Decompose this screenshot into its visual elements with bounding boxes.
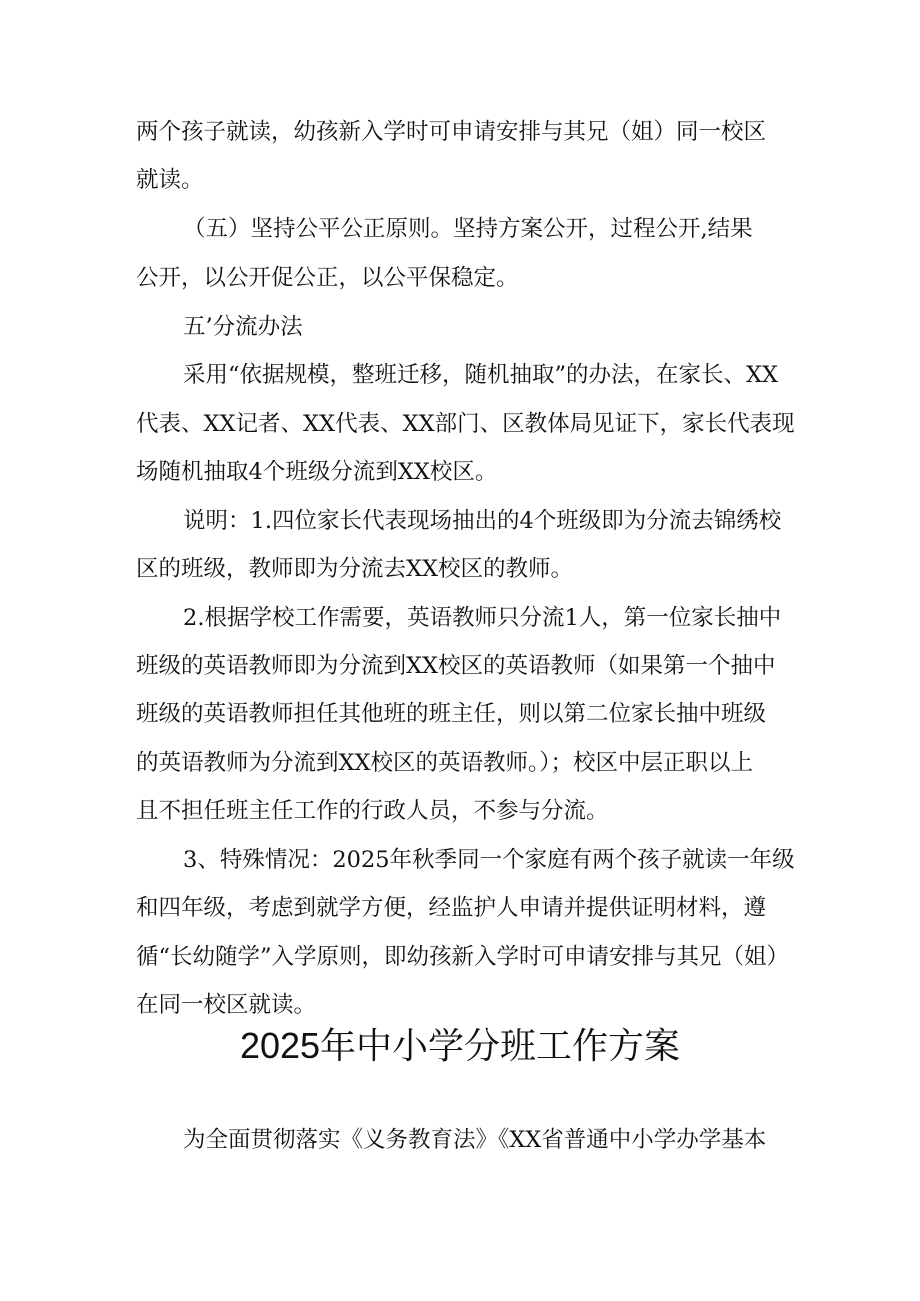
body-line: 且不担任班主任工作的行政人员，不参与分流。 bbox=[136, 798, 609, 824]
body-line: 2.根据学校工作需要，英语教师只分流1人，第一位家长抽中 bbox=[183, 605, 782, 631]
body-line: 和四年级，考虑到就学方便，经监护人申请并提供证明材料，遵 bbox=[136, 895, 767, 921]
body-line: 区的班级，教师即为分流去XX校区的教师。 bbox=[136, 556, 574, 582]
body-line: 采用“依据规模，整班迁移，随机抽取”的办法，在家长、XX bbox=[183, 362, 779, 388]
section-heading: 五’分流办法 bbox=[183, 314, 303, 340]
body-line: （五）坚持公平公正原则。坚持方案公开，过程公开,结果 bbox=[183, 216, 753, 242]
document-title: 2025年中小学分班工作方案 bbox=[239, 1025, 681, 1066]
body-line: 班级的英语教师即为分流到XX校区的英语教师（如果第一个抽中 bbox=[136, 653, 776, 679]
body-line: 3、特殊情况：2025年秋季同一个家庭有两个孩子就读一年级 bbox=[183, 847, 795, 873]
body-line: 代表、XX记者、XX代表、XX部门、区教体局见证下，家长代表现 bbox=[136, 411, 795, 437]
body-line: 班级的英语教师担任其他班的班主任，则以第二位家长抽中班级 bbox=[136, 701, 767, 727]
body-line: 在同一校区就读。 bbox=[136, 992, 317, 1018]
body-line: 场随机抽取4个班级分流到XX校区。 bbox=[136, 459, 498, 485]
body-line: 两个孩子就读，幼孩新入学时可申请安排与其兄（姐）同一校区 bbox=[136, 119, 767, 145]
body-line: 的英语教师为分流到XX校区的英语教师。）；校区中层正职以上 bbox=[136, 750, 754, 776]
intro-line: 为全面贯彻落实《义务教育法》《XX省普通中小学办学基本 bbox=[183, 1127, 767, 1153]
body-line: 就读。 bbox=[136, 167, 204, 193]
body-line: 循“长幼随学”入学原则，即幼孩新入学时可申请安排与其兄（姐） bbox=[136, 944, 790, 970]
body-line: 公开，以公开促公正，以公平保稳定。 bbox=[136, 265, 519, 291]
body-line: 说明：1.四位家长代表现场抽出的4个班级即为分流去锦绣校 bbox=[183, 508, 782, 534]
